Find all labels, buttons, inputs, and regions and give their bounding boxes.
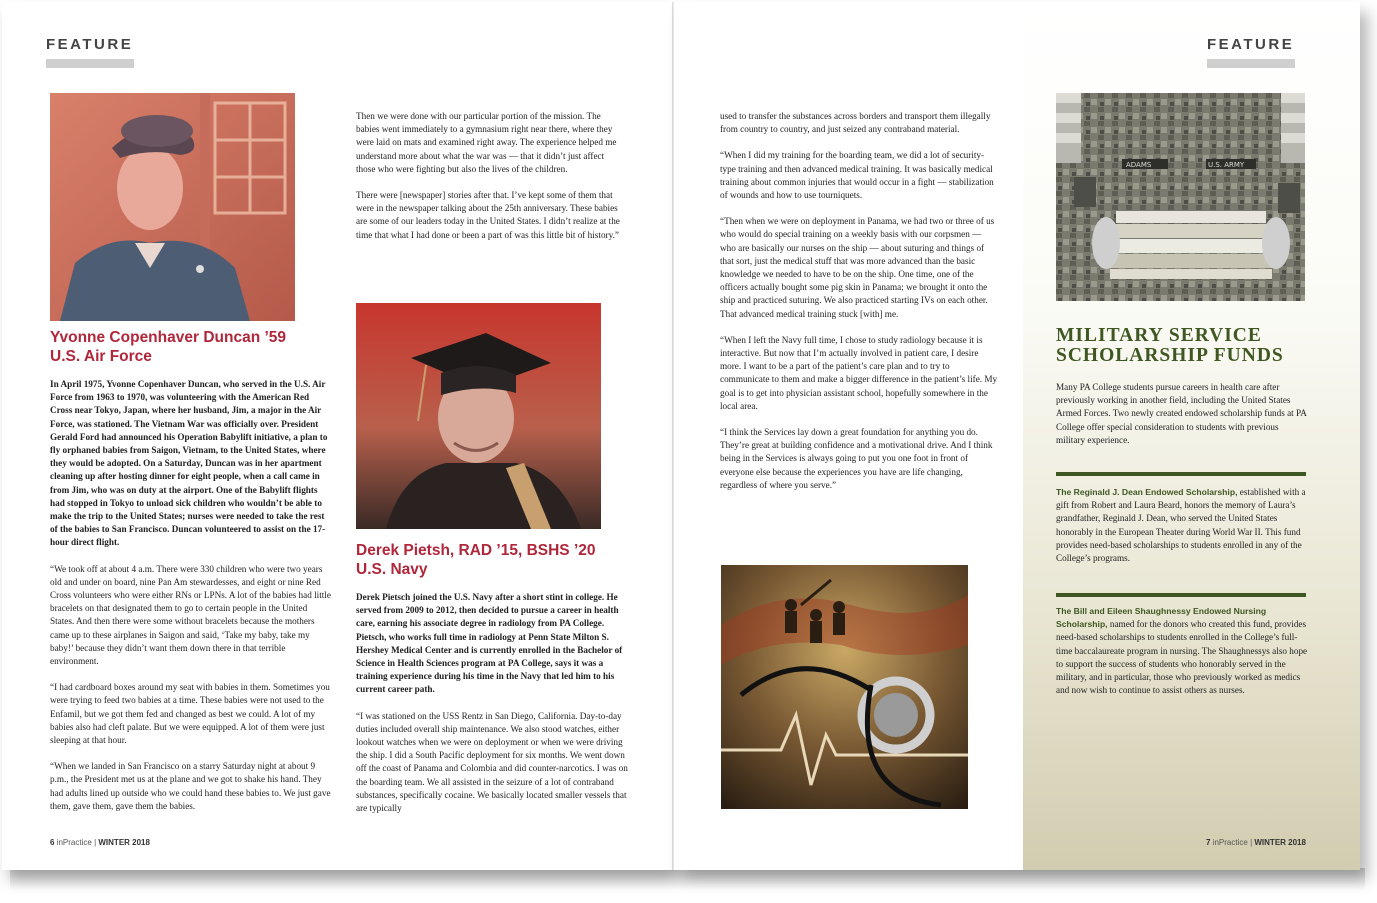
profile-lead-paragraph: Derek Pietsch joined the U.S. Navy after a short stint in college. He served from 2009 to 2012, then decided to pursue a career in health care, earning his associate degree in radiology from PA College. Pietsch, who works full time in radiology at Penn State Milton S. Hershey Medical Center and is currently enrolled in the Bachelor of Science in Health Sciences program at PA College, says it was a training experience during his time in the Navy that led him to his current career path. (356, 592, 623, 695)
soldier-image (1056, 93, 1305, 301)
feature-label-right: FEATURE (1207, 36, 1295, 53)
scholarship-description: named for the donors who created this fund, provides need-based scholarships to students enrolled in the College’s full-time baccalaureate program in nursing. The Shaughnessys also hope to support the success of students who honorably served in the military, and in particular, those who previously worked as medics and now wish to continue to assist others as nurses. (1056, 619, 1308, 696)
magazine-name: Practice (62, 838, 92, 847)
folio-left (50, 838, 150, 847)
body-paragraph: “We took off at about 4 a.m. There were 330 children who were two years old and under on board, nine Pan Am stewardesses, and eight or nine Red Cross volunteers who were either RNs or LPNs. A lot of the babies had little bracelets on that designated them to go to certain people in the United States. And then there were some without bracelets because the mothers came up to these airplanes in Saigon and said, ‘Take my baby, take my baby!’ because they didn’t want them down there in that terrible environment. (50, 563, 331, 667)
folio-separator: | (1250, 838, 1253, 847)
profile-name: Derek Pietsh, RAD ’15, BSHS ’20 (356, 542, 596, 559)
issue-date: WINTER 2018 (98, 838, 150, 847)
scholarship-dean (1056, 486, 1308, 565)
scholarship-shaughnessy (1056, 605, 1308, 697)
photo-stethoscope-collage (721, 565, 968, 809)
feature-bar-left (46, 59, 134, 68)
feature-label-left: FEATURE (46, 36, 134, 53)
body-paragraph: “I was stationed on the USS Rentz in San Diego, California. Day-to-day duties included overall ship maintenance. We also stood watches, either lookout watches when we were on deployment or when we were driving the ship. I did a South Pacific deployment for six months. We went down off the coast of Panama and Colombia and did counter-narcotics. I was on the boarding team. We all assisted in the seizure of a lot of contraband substances, specifically cocaine. We basically located smaller vessels that are typically (356, 710, 628, 814)
right-page (674, 2, 1360, 870)
body-paragraph: “When I did my training for the boarding team, we did a lot of security-type training and then advanced medical training. It was basically medical training about common injuries that would occur in a fight — stabilization of wounds and how to use tourniquets. (720, 150, 994, 201)
sidebar-divider (1056, 593, 1306, 597)
scholarship-name: The Reginald J. Dean Endowed Scholarship, (1056, 487, 1238, 497)
body-paragraph: “When I left the Navy full time, I chose to study radiology because it is interactive. But now that I’m actually involved in patient care, I desire more. I want to be a part of the patient’s care plan and to try to communicate to them and make a bigger difference in the patient’s life. My goal is to get into physician assistant school, hopefully somewhere in the local area. (720, 334, 998, 411)
profile-lead-paragraph: In April 1975, Yvonne Copenhaver Duncan, who served in the U.S. Air Force from 1963 to 1970, was volunteering with the American Red Cross near Tokyo, Japan, where her husband, Jim, a major in the Air Force, was stationed. The Vietnam War was officially over. President Gerald Ford had announced his Operation Babylift initiative, a plan to fly orphaned babies from Saigon, Vietnam, to the United States, where they would be adopted. On a Saturday, Duncan was in her apartment cleaning up after hosting dinner for eight people, when a call came in from Jim, who was on duty at the airport. One of the Babylift flights had stopped in Tokyo to unload sick children who wouldn’t be able to make the trip to the United States; nurses were needed to take the rest of the babies to San Francisco. Duncan volunteered to assist on the 17-hour direct flight. (50, 379, 328, 548)
branch-tape: U.S. ARMY (1208, 161, 1245, 169)
profile-name: Yvonne Copenhaver Duncan ’59 (50, 329, 287, 346)
feature-bar-right (1207, 59, 1295, 68)
body-paragraph: There were [newspaper] stories after that. I’ve kept some of them that were in the newspaper talking about the 25th anniversary. These babies are some of our leaders today in the United States. I didn’t realize at the time that what I had done or been a part of was this little bit of history.” (356, 190, 620, 240)
issue-date: WINTER 2018 (1254, 838, 1306, 847)
body-paragraph: used to transfer the substances across borders and transport them illegally from country to country, and just seized any contraband material. (720, 111, 991, 135)
page-number: 6 (50, 838, 55, 847)
profile-yvonne (50, 328, 332, 826)
scholarship-description: established with a gift from Robert and Laura Beard, honors the memory of Laura’s grandfather, Reginald J. Dean, who served the United States honorably in the European Theater during World War II. This fund provides need-based scholarships to students enrolled in any of the College’s programs. (1056, 487, 1306, 564)
body-paragraph: Then we were done with our particular portion of the mission. The babies went immediately to a gymnasium right near there, where they were laid on mats and examined right away. The experience helped me understand more about what the war was — that it didn’t just affect those who were fighting but also the lives of the children. (356, 111, 617, 174)
name-tape: ADAMS (1126, 161, 1152, 169)
sidebar-divider (1056, 472, 1306, 476)
profile-branch: U.S. Navy (356, 561, 428, 578)
page-shadow (10, 868, 1365, 890)
body-paragraph: “I had cardboard boxes around my seat with babies in them. Sometimes you were trying to feed two babies at a time. These babies were not used to the Enfamil, but we got them fed and changed as best we could. A lot of my babies also had cleft palate. But we were equipped. A lot of them were just sleeping at that hour. (50, 682, 330, 746)
portrait-image (50, 93, 295, 321)
profile-derek-continued (720, 110, 998, 505)
photo-derek-pietsch (356, 303, 601, 529)
profile-yvonne-continued (356, 110, 624, 255)
folio-separator: | (94, 838, 97, 847)
body-paragraph: “Then when we were on deployment in Panama, we had two or three of us who would do special training on a weekly basis with our corpsmen — who are basically our nurses on the ship — about suturing and things of that sort, just the medical stuff that was more advanced than the basic knowledge we needed to have to be on the ship. One time, one of the officers actually bought some pig skin in Panama; we brought it onto the ship and practiced suturing. We also practiced starting IVs on each other. That advanced medical training stuck [with] me. (720, 216, 995, 319)
photo-yvonne-duncan (50, 93, 295, 321)
profile-derek (356, 541, 631, 828)
portrait-image (356, 303, 601, 529)
body-paragraph: “When we landed in San Francisco on a starry Saturday night at about 9 p.m., the President met us at the plane and we got to shake his hand. They had adults lined up outside who we could hand these babies to. We just gave them, gave them, gave them the babies. (50, 761, 331, 811)
sidebar-intro: Many PA College students pursue careers in health care after previously working in another field, including the United States Armed Forces. Two newly created endowed scholarship funds at PA College offer special consideration to students with previous military experience. (1056, 382, 1307, 445)
page-number: 7 (1206, 838, 1211, 847)
magazine-prefix: in (56, 838, 63, 847)
body-paragraph: “I think the Services lay down a great foundation for anything you do. They’re great at building confidence and a motivational drive. And I think being in the Services is always going to put you one foot in front of everyone else because the experiences you have are life changing, regardless of where you serve.” (720, 427, 993, 490)
folio-right (1206, 838, 1306, 847)
collage-image (721, 565, 968, 809)
profile-branch: U.S. Air Force (50, 348, 152, 365)
photo-soldier-books (1056, 93, 1305, 301)
left-page (2, 2, 672, 870)
scholarship-name: The Bill and Eileen Shaughnessy Endowed Nursing Scholarship, (1056, 606, 1267, 630)
magazine-name: Practice (1218, 838, 1248, 847)
sidebar-title: MILITARY SERVICE SCHOLARSHIP FUNDS (1056, 325, 1284, 366)
magazine-prefix: in (1212, 838, 1219, 847)
